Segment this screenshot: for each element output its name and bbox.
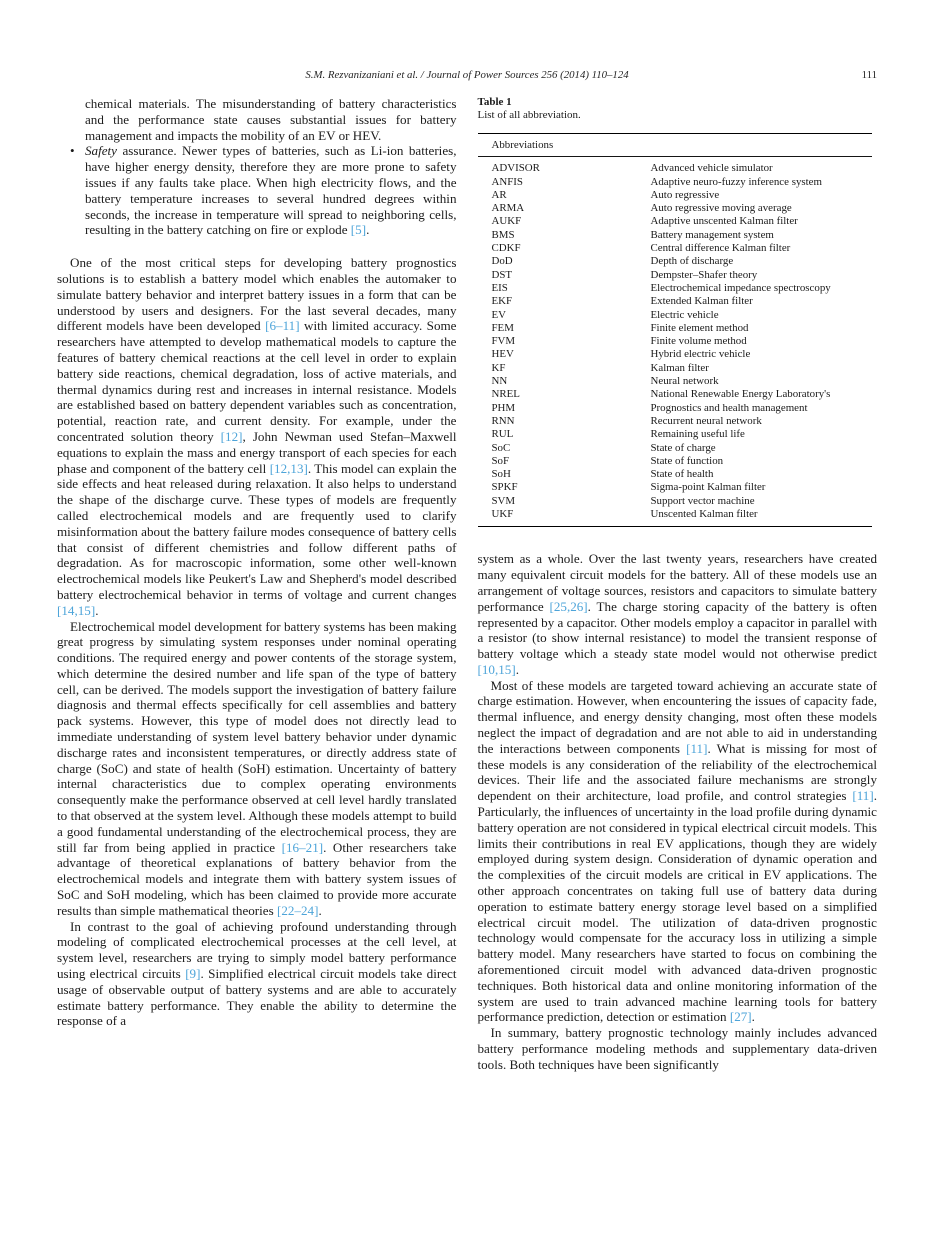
table-1: [478, 96, 872, 527]
table-label: Table 1: [477, 96, 512, 108]
abbreviation-cell: ADVISOR: [491, 162, 540, 175]
citation-ref[interactable]: [14,15]: [57, 602, 96, 618]
table-row: [478, 375, 872, 388]
abbreviations-table: [478, 133, 872, 527]
table-row: [478, 269, 872, 282]
description-cell: Unscented Kalman filter: [650, 508, 758, 521]
description-cell: Adaptive neuro-fuzzy inference system: [650, 175, 822, 188]
table-row: [478, 455, 872, 468]
bullet-continuation-text: chemical materials. The misunderstanding of battery characteristics and the performance state causes substantial issues for battery management and impacts the mobility of an EV or HEV.: [85, 96, 457, 143]
abbreviation-cell: KF: [491, 361, 506, 374]
table-row: [478, 162, 872, 175]
right-column: [478, 96, 878, 1073]
description-cell: Finite volume method: [650, 335, 747, 348]
table-row: [478, 242, 872, 255]
abbreviation-cell: SoC: [491, 441, 511, 454]
table-row: [478, 229, 872, 242]
table-row: [478, 309, 872, 322]
table-row: [478, 481, 872, 494]
abbreviation-cell: AUKF: [491, 215, 522, 228]
description-cell: Recurrent neural network: [650, 414, 762, 427]
table-row: [478, 508, 872, 521]
description-cell: Advanced vehicle simulator: [650, 162, 773, 175]
citation-ref[interactable]: [11]: [686, 740, 708, 756]
abbreviation-cell: UKF: [491, 508, 514, 521]
description-cell: Electric vehicle: [650, 308, 719, 321]
description-cell: Auto regressive: [650, 188, 720, 201]
table-row: [478, 189, 872, 202]
body-paragraph: Most of these models are targeted toward achieving an accurate state of charge estimation. However, when encountering the issues of capacity fade, thermal influence, and energy density changing, most often these models neglect the impact of degradation and are not able to aid in understanding the interactions between components [11]. What is missing for most of these models is any consideration of the reliability of the electrochemical devices. Their life and the associated failure mechanisms are strongly dependent on their architecture, load profile, and control strategies [11]. Particularly, the influences of uncertainty in the load profile during dynamic battery operation are not considered in typical electrical circuit models. This limits their contributions in real EV applications, though they are widely employed during system design. Consideration of dynamic operation and the complexities of the circuit models are critical in EV applications. The other approach concentrates on taking full use of battery data during operation to estimate battery energy storage level based on a simplified electrical circuit model. The utilization of data-driven prognostic technology would compensate for the accuracy loss in utilizing a simple battery model. Many researchers have started to focus on combining the aforementioned circuit model with advanced data-driven prognostic techniques. Both historical data and online monitoring information of the system are used to train advanced machine learning tools for battery performance prediction, detection or estimation [27].: [477, 677, 877, 1025]
table-row: [478, 335, 872, 348]
bullet-icon: •: [70, 143, 75, 159]
description-cell: Neural network: [650, 375, 719, 388]
description-cell: State of function: [650, 454, 724, 467]
body-paragraph: In summary, battery prognostic technology mainly includes advanced battery performance modeling methods and supplementary data-driven tools. Both techniques have been significantly: [477, 1025, 877, 1072]
abbreviation-cell: EIS: [491, 281, 508, 294]
body-paragraph: system as a whole. Over the last twenty years, researchers have created many equivalent circuit models for the battery. All of these models use an arrangement of voltage sources, resistors and capacitors to simulate battery performance [25,26]. The charge storing capacity of the battery is often represented by a capacitor. Other models employ a capacitor in parallel with a resistor (to show internal resistance) to model the transient response of battery voltage which a steady state model would not otherwise predict [10,15].: [477, 551, 877, 677]
description-cell: Extended Kalman filter: [650, 295, 753, 308]
table-row: [478, 495, 872, 508]
citation-ref[interactable]: [11]: [852, 788, 874, 804]
table-row: [478, 442, 872, 455]
abbreviation-cell: CDKF: [491, 242, 521, 255]
table-caption: List of all abbreviation.: [477, 109, 581, 121]
table-row: [478, 295, 872, 308]
table-row: [478, 402, 872, 415]
abbreviation-cell: FVM: [491, 335, 516, 348]
body-paragraph: Electrochemical model development for battery systems has been making great progress by simulating system responses under nominal operating conditions. The required energy and power contents of the storage system, which determine the desired number and life span of the type of battery cell, can be derived. The models support the investigation of battery failure diagnosis and thermal effects specifically for cell assemblies and battery pack systems. However, this type of model does not directly lead to immediate understanding of system level battery behavior under dynamic discharge rates and inconsistent temperatures, or directly address state of charge (SoC) and state of health (SoH) estimation. Uncertainty of battery internal characteristics due to complex operating environments consequently make the performance observed at cell level hardly translated to that observed at the system level. Although these models attempt to build a good fundamental understanding of the electrochemical process, they are still far from being applied in practice [16–21]. Other researchers take advantage of theoretical explanations of battery behavior from the electrochemical models and integrate them with battery system issues of SoC and SoH modeling, which has been claimed to provide more accurate results than simple mathematical theories [22–24].: [57, 618, 457, 918]
abbreviation-cell: FEM: [491, 321, 514, 334]
citation-ref[interactable]: [12,13]: [269, 460, 308, 476]
description-cell: Auto regressive moving average: [650, 202, 792, 215]
description-cell: Finite element method: [650, 321, 749, 334]
table-row: [478, 282, 872, 295]
abbreviation-cell: PHM: [491, 401, 516, 414]
description-cell: Depth of discharge: [650, 255, 734, 268]
abbreviation-cell: BMS: [491, 228, 515, 241]
description-cell: Prognostics and health management: [650, 401, 808, 414]
running-title: S.M. Rezvanizaniani et al. / Journal of Power Sources 256 (2014) 110–124: [305, 69, 629, 81]
two-column-body: [57, 96, 877, 1073]
citation-ref[interactable]: [25,26]: [549, 598, 588, 614]
citation-ref[interactable]: [5]: [350, 222, 367, 238]
citation-ref[interactable]: [12]: [220, 428, 243, 444]
description-cell: Battery management system: [650, 228, 774, 241]
abbreviation-cell: RNN: [491, 414, 515, 427]
table-row: [478, 428, 872, 441]
bullet-item-safety: [57, 143, 457, 238]
abbreviation-cell: SoH: [491, 468, 511, 481]
table-body: [478, 157, 872, 526]
description-cell: Sigma-point Kalman filter: [650, 481, 766, 494]
page-number: 111: [861, 69, 877, 81]
description-cell: National Renewable Energy Laboratory's: [650, 388, 831, 401]
description-cell: Hybrid electric vehicle: [650, 348, 751, 361]
body-paragraph: In contrast to the goal of achieving profound understanding through modeling of complicated electrochemical processes at the cell level, at system level, researchers are trying to simply model battery performance using electrical circuits [9]. Simplified electrical circuit models take direct usage of observable output of battery systems and are able to accurately estimate battery performance. They enable the ability to determine the response of a: [57, 918, 457, 1029]
running-header: [57, 69, 877, 83]
table-row: [478, 362, 872, 375]
description-cell: Adaptive unscented Kalman filter: [650, 215, 798, 228]
citation-ref[interactable]: [16–21]: [281, 839, 324, 855]
table-row: [478, 415, 872, 428]
bullet-lead-word: Safety: [85, 143, 117, 159]
description-cell: Kalman filter: [650, 361, 709, 374]
abbreviation-cell: ANFIS: [491, 175, 523, 188]
abbreviation-cell: SPKF: [491, 481, 518, 494]
citation-ref[interactable]: [27]: [729, 1009, 752, 1025]
citation-ref[interactable]: [9]: [185, 966, 201, 982]
bullet-item-text: assurance. Newer types of batteries, such as Li-ion batteries, have higher energy density, therefore they are more prone to safety issues if any faults take place. When high electricity flows, and the battery temperature increases to several hundred degrees within seconds, the increase in temperature will spread to neighboring cells, resulting in the battery catching on fire or explode [5].: [85, 143, 457, 238]
abbreviation-cell: EV: [491, 308, 507, 321]
table-row: [478, 388, 872, 401]
table-row: [478, 215, 872, 228]
abbreviation-cell: DoD: [491, 255, 513, 268]
table-column-header: Abbreviations: [478, 134, 872, 157]
table-row: [478, 348, 872, 361]
table-row: [478, 176, 872, 189]
table-row: [478, 202, 872, 215]
abbreviation-cell: HEV: [491, 348, 514, 361]
abbreviation-cell: NREL: [491, 388, 520, 401]
abbreviation-cell: ARMA: [491, 202, 525, 215]
description-cell: State of charge: [650, 441, 716, 454]
abbreviation-cell: RUL: [491, 428, 514, 441]
abbreviation-cell: SVM: [491, 494, 516, 507]
description-cell: Support vector machine: [650, 494, 755, 507]
citation-ref[interactable]: [10,15]: [477, 661, 516, 677]
description-cell: Electrochemical impedance spectroscopy: [650, 281, 831, 294]
description-cell: Dempster–Shafer theory: [650, 268, 758, 281]
citation-ref[interactable]: [6–11]: [265, 318, 300, 334]
description-cell: State of health: [650, 468, 714, 481]
abbreviation-cell: SoF: [491, 454, 510, 467]
citation-ref[interactable]: [22–24]: [277, 902, 319, 918]
abbreviation-cell: EKF: [491, 295, 513, 308]
description-cell: Central difference Kalman filter: [650, 242, 791, 255]
abbreviation-cell: AR: [491, 188, 507, 201]
body-paragraph: One of the most critical steps for developing battery prognostics solutions is to establish a battery model which enables the automaker to simulate battery behavior and interpret battery issues in a form that can be understood by users and designers. For the last several decades, many different models have been developed [6–11] with limited accuracy. Some researchers have attempted to develop mathematical models to capture the features of battery chemical reactions at the cell level in order to explain battery side reactions, chemical degradation, loss of active materials, and thermal dynamics during rest and increases in internal resistance. Models are established based on battery dependent variables such as concentration, potential, reaction rate, and current density. For example, under the concentrated solution theory [12], John Newman used Stefan–Maxwell equations to explain the mass and energy transport of each species for each phase and component of the battery cell [12,13]. This model can explain the side effects and heat released during relaxation. It also helps to understand the shape of the discharge curve. These types of models are frequently called electrochemical models and are frequently used to clarify misinformation about the battery failure modes consequence of battery cells that consist of different chemistries and follow different paths of degradation. As for macroscopic information, some other well-known electrochemical models like Peukert's Law and Shepherd's model described battery electrochemical behavior in terms of voltage and current changes [14,15].: [57, 255, 457, 618]
description-cell: Remaining useful life: [650, 428, 745, 441]
abbreviation-cell: NN: [491, 375, 508, 388]
table-row: [478, 468, 872, 481]
left-column: [57, 96, 457, 1073]
abbreviation-cell: DST: [491, 268, 513, 281]
table-row: [478, 322, 872, 335]
table-row: [478, 255, 872, 268]
